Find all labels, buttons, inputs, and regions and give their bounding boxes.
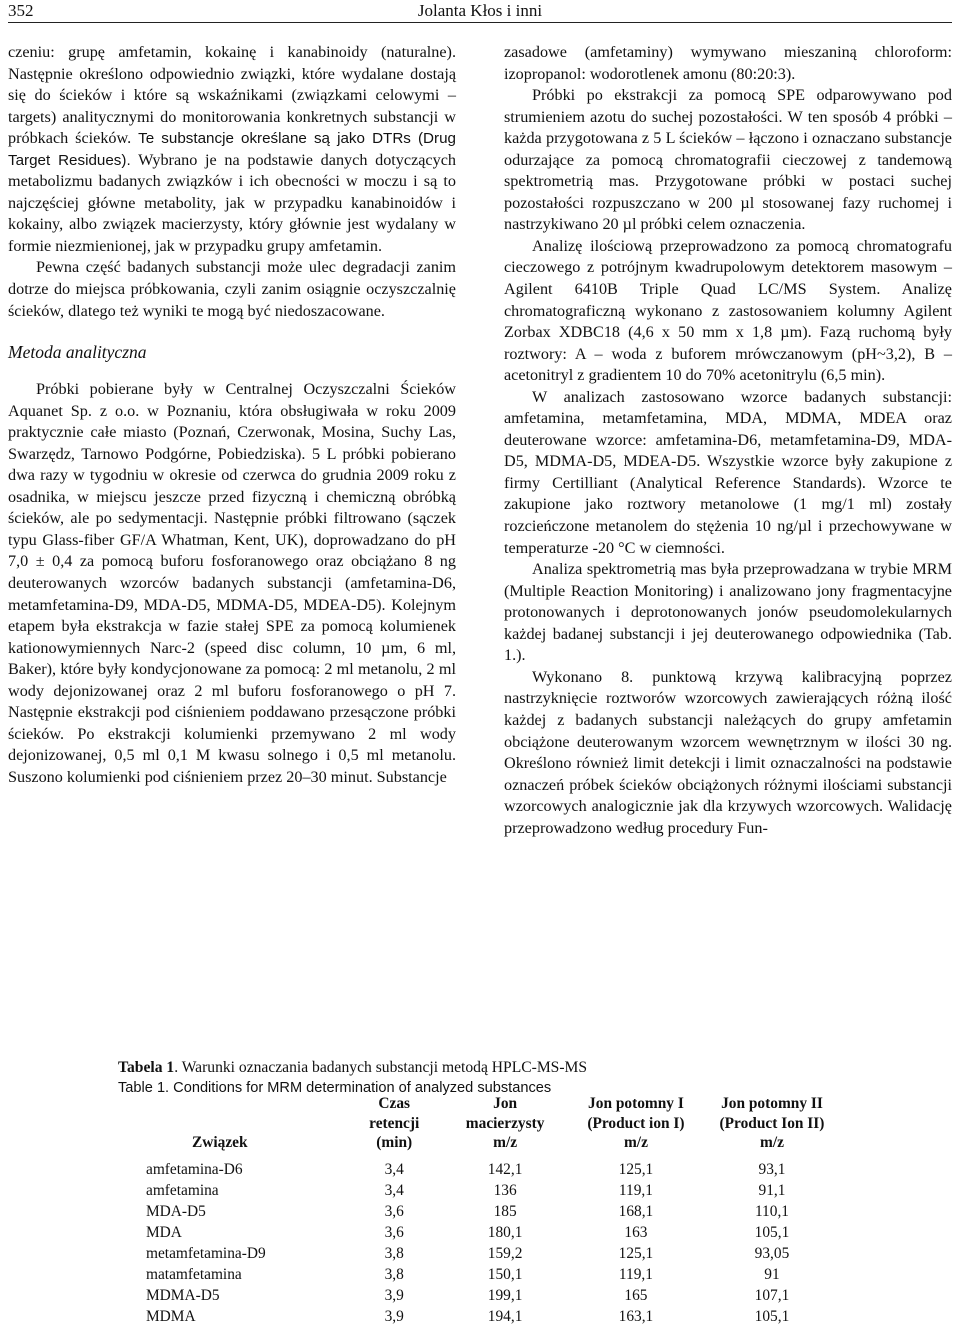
paragraph: Wykonano 8. punktową krzywą kalibracyjną poprzez nastrzyknięcie roztworów wzorcowych zawierających różną ilość każdej z badanych substancji należących do grupy amfetamin obciążone deuterowanym wzorcem wewnętrznym w ilości 30 ng. Określono również limit detekcji i limit oznaczalności na podstawie oznaczeń próbek ścieków obciążonych różnymi ilościami substancji wzorcowych analogicznie jak dla krzywych wzorcowych. Walidację przeprowadzono według procedury Fun- (504, 667, 952, 837)
paragraph: W analizach zastosowano wzorce badanych substancji: amfetamina, metamfetamina, MDA, MDMA, MDEA oraz deuterowane wzorce: amfetamina-D6, metamfetamina-D9, MDA-D5, MDMA-D5, MDEA-D5. Wszystkie wzorce były zakupione z firmy Certilliant (Analytical Reference Standards). Wzorce te zakupione jako roztwory metanolowe (1 mg/1 ml) zostały rozcieńczone metanolem do stężenia 10 ng/µl i przechowywane w temperaturze -20 °C w ciemności. (504, 387, 952, 557)
table-cell: 168,1 (618, 1202, 654, 1220)
table-header-row (140, 1092, 840, 1159)
table-cell: 3,6 (384, 1223, 404, 1241)
table-cell: 194,1 (487, 1307, 523, 1325)
table-cell: 3,4 (384, 1160, 404, 1178)
left-column (8, 42, 456, 789)
paragraph-text: czeniu: grupę amfetamin, kokainę i kanabinoidy (naturalne). Następnie określono odpowiednio związki, które wydalane dostają się do ścieków i które są wskaźnikami (związkami celowymi – targets) analitycznymi do monitorowania konkretnych substancji w próbkach ścieków. (8, 43, 456, 148)
table-cell: 107,1 (754, 1286, 790, 1304)
section-heading: Metoda analityczna (8, 342, 147, 363)
page-number: 352 (8, 1, 34, 20)
table-cell: 3,6 (384, 1202, 404, 1220)
table-row (140, 1285, 840, 1306)
table-row (140, 1180, 840, 1201)
table-cell: 3,9 (384, 1307, 404, 1325)
table-row (140, 1243, 840, 1264)
table-cell: 3,4 (384, 1181, 404, 1199)
results-table (140, 1092, 840, 1327)
table-cell: 110,1 (754, 1202, 789, 1220)
table-cell: 165 (624, 1286, 648, 1304)
table-cell: 163 (624, 1223, 648, 1241)
table-cell: 105,1 (754, 1223, 790, 1241)
table-cell: 3,9 (384, 1286, 404, 1304)
paragraph-text: Wybrano je na podstawie danych dotyczących metabolizmu badanych związków i ich obecności w moczu i są to najczęściej główne metabolity, jak w przypadku kanabinoidów i kokainy, albo związek macierzysty, który głównie jest wydalany w formie niezmienionej, jak w przypadku grupy amfetamin. (8, 150, 456, 255)
table-cell: 180,1 (487, 1223, 523, 1241)
paragraph: Analizę ilościową przeprowadzono za pomocą chromatografu cieczowego z potrójnym kwadrupolowym detektorem masowym – Agilent 6410B Triple Quad LC/MS System. Analizę chromatograficzną wykonano z zastosowaniem kolumny Agilent Zorbax XDBC18 (4,6 x 50 mm x 1,8 µm). Fazą ruchomą były roztwory: A – woda z buforem mrówczanowym (pH~3,2), B – acetonitryl z gradientem 10 do 70% acetonitrylu (6,5 min). (504, 236, 952, 385)
column-header: Jon potomny I (Product ion I) m/z (587, 1095, 685, 1151)
table-caption-polish: . Warunki oznaczania badanych substancji metodą HPLC-MS-MS (174, 1059, 588, 1076)
running-author: Jolanta Kłos i inni (417, 1, 543, 20)
table-cell: amfetamina-D6 (146, 1160, 243, 1178)
paragraph: Pewna część badanych substancji może ulec degradacji zanim dotrze do miejsca próbkowania, czyli zanim osiągnie oczyszczalnię ścieków, dlatego też wyniki te mogą być niedoszacowane. (8, 258, 456, 320)
column-header: Związek (192, 1134, 248, 1151)
table-cell: 105,1 (754, 1307, 790, 1325)
table-cell: 119,1 (618, 1265, 653, 1283)
table-cell: 142,1 (487, 1160, 523, 1178)
table-row (140, 1159, 840, 1180)
table-caption-label: Tabela 1 (118, 1059, 175, 1076)
table-cell: MDMA-D5 (146, 1286, 220, 1304)
table-cell: 93,05 (754, 1244, 790, 1262)
table-cell: 159,2 (487, 1244, 523, 1262)
table-cell: 163,1 (618, 1307, 654, 1325)
table-cell: 119,1 (618, 1181, 653, 1199)
column-header: Jon potomny II (Product Ion II) m/z (719, 1095, 825, 1151)
paragraph: Próbki po ekstrakcji za pomocą SPE odparowywano pod strumieniem azotu do suchej pozostałości. W ten sposób 4 próbki – każda przygotowana z 5 L ścieków – łączono i oznaczano substancje odurzające za pomocą chromatografii cieczowej z tandemową spektrometrią mas. Przygotowane próbki w postaci suchej pozostałości rozpuszczano w 200 µl stosowanej fazy ruchomej i nastrzykiwano 20 µl próbki celem oznaczenia. (504, 86, 952, 234)
paragraph-text-sans: Te substancje określane są jako DTRs (Drug Target Residues). (8, 130, 456, 169)
paragraph: Analiza spektrometrią mas była przeprowadzana w trybie MRM (Multiple Reaction Monitoring) i analizowano jony fragmentacyjne protonowanych i deprotonowanych jonów pseudomolekularnych każdej badanej substancji i jej deuterowanego odpowiednika (Tab. 1.). (504, 560, 952, 665)
table-cell: 136 (493, 1181, 517, 1199)
paragraph (8, 42, 456, 257)
table-cell: 125,1 (618, 1244, 654, 1262)
table-cell: 199,1 (487, 1286, 523, 1304)
column-header: Czas retencji (min) (369, 1095, 420, 1151)
right-column (504, 42, 952, 839)
table-cell: MDA (146, 1223, 182, 1241)
table-cell: 3,8 (384, 1244, 404, 1262)
table-row (140, 1222, 840, 1243)
table-cell: matamfetamina (146, 1265, 242, 1283)
table-cell: 3,8 (384, 1265, 404, 1283)
table-cell: 91,1 (758, 1181, 786, 1199)
paragraph: zasadowe (amfetaminy) wymywano mieszaniną chloroform: izopropanol: wodorotlenek amonu (80:20:3). (504, 43, 952, 83)
table-row (140, 1201, 840, 1222)
table-cell: MDA-D5 (146, 1202, 206, 1220)
header-rule (8, 22, 952, 23)
table-cell: 91 (764, 1265, 780, 1283)
column-header: Jon macierzysty m/z (465, 1095, 545, 1151)
table-row (140, 1306, 840, 1327)
table-cell: 150,1 (487, 1265, 523, 1283)
table-cell: 125,1 (618, 1160, 654, 1178)
table-cell: metamfetamina-D9 (146, 1244, 266, 1262)
table-cell: 185 (493, 1202, 517, 1220)
table-caption-english: Table 1. Conditions for MRM determination of analyzed substances (118, 1080, 552, 1096)
paragraph: Próbki pobierane były w Centralnej Oczyszczalni Ścieków Aquanet Sp. z o.o. w Poznaniu, która obsługiwała w roku 2009 praktycznie całe miasto (Poznań, Czerwonak, Mosina, Suchy Las, Swarzędz, Tarnowo Podgórne, Pobiedziska). 5 L próbki pobierano dwa razy w tygodniu w okresie od czerwca do grudnia 2009 roku z osadnika, w miejscu jeszcze przed fizyczną i chemiczną obróbką ścieków, ale po sedymentacji. Następnie próbki filtrowano (sączek typu Glass-fiber GF/A Whatman, Kent, UK), doprowadzano do pH 7,0 ± 0,4 za pomocą buforu fosforanowego oraz obciążano 8 ng deuterowanych wzorców badanych substancji (amfetamina-D6, metamfetamina-D9, MDA-D5, MDMA-D5, MDEA-D5). Kolejnym etapem była ekstrakcja w fazie stałej SPE za pomocą kolumienek kationowymiennych Narc-2 (speed disc column, 10 µm, 6 ml, Baker), które były kondycjonowane za pomocą: 2 ml metanolu, 2 ml wody dejonizowanej oraz 2 ml buforu fosforanowego o pH 7. Następnie ekstrakcji pod ciśnieniem poddawano przesączone próbki ścieków. Po ekstrakcji kolumienki przemywano 2 ml wody dejonizowanej, 0,5 ml 0,1 M kwasu solnego i 0,5 ml metanolu. Suszono kolumienki pod ciśnieniem przez 20–30 minut. Substancje (8, 380, 456, 786)
table-cell: MDMA (146, 1307, 196, 1325)
table-cell: 93,1 (758, 1160, 786, 1178)
table-cell: amfetamina (146, 1181, 219, 1199)
table-row (140, 1264, 840, 1285)
